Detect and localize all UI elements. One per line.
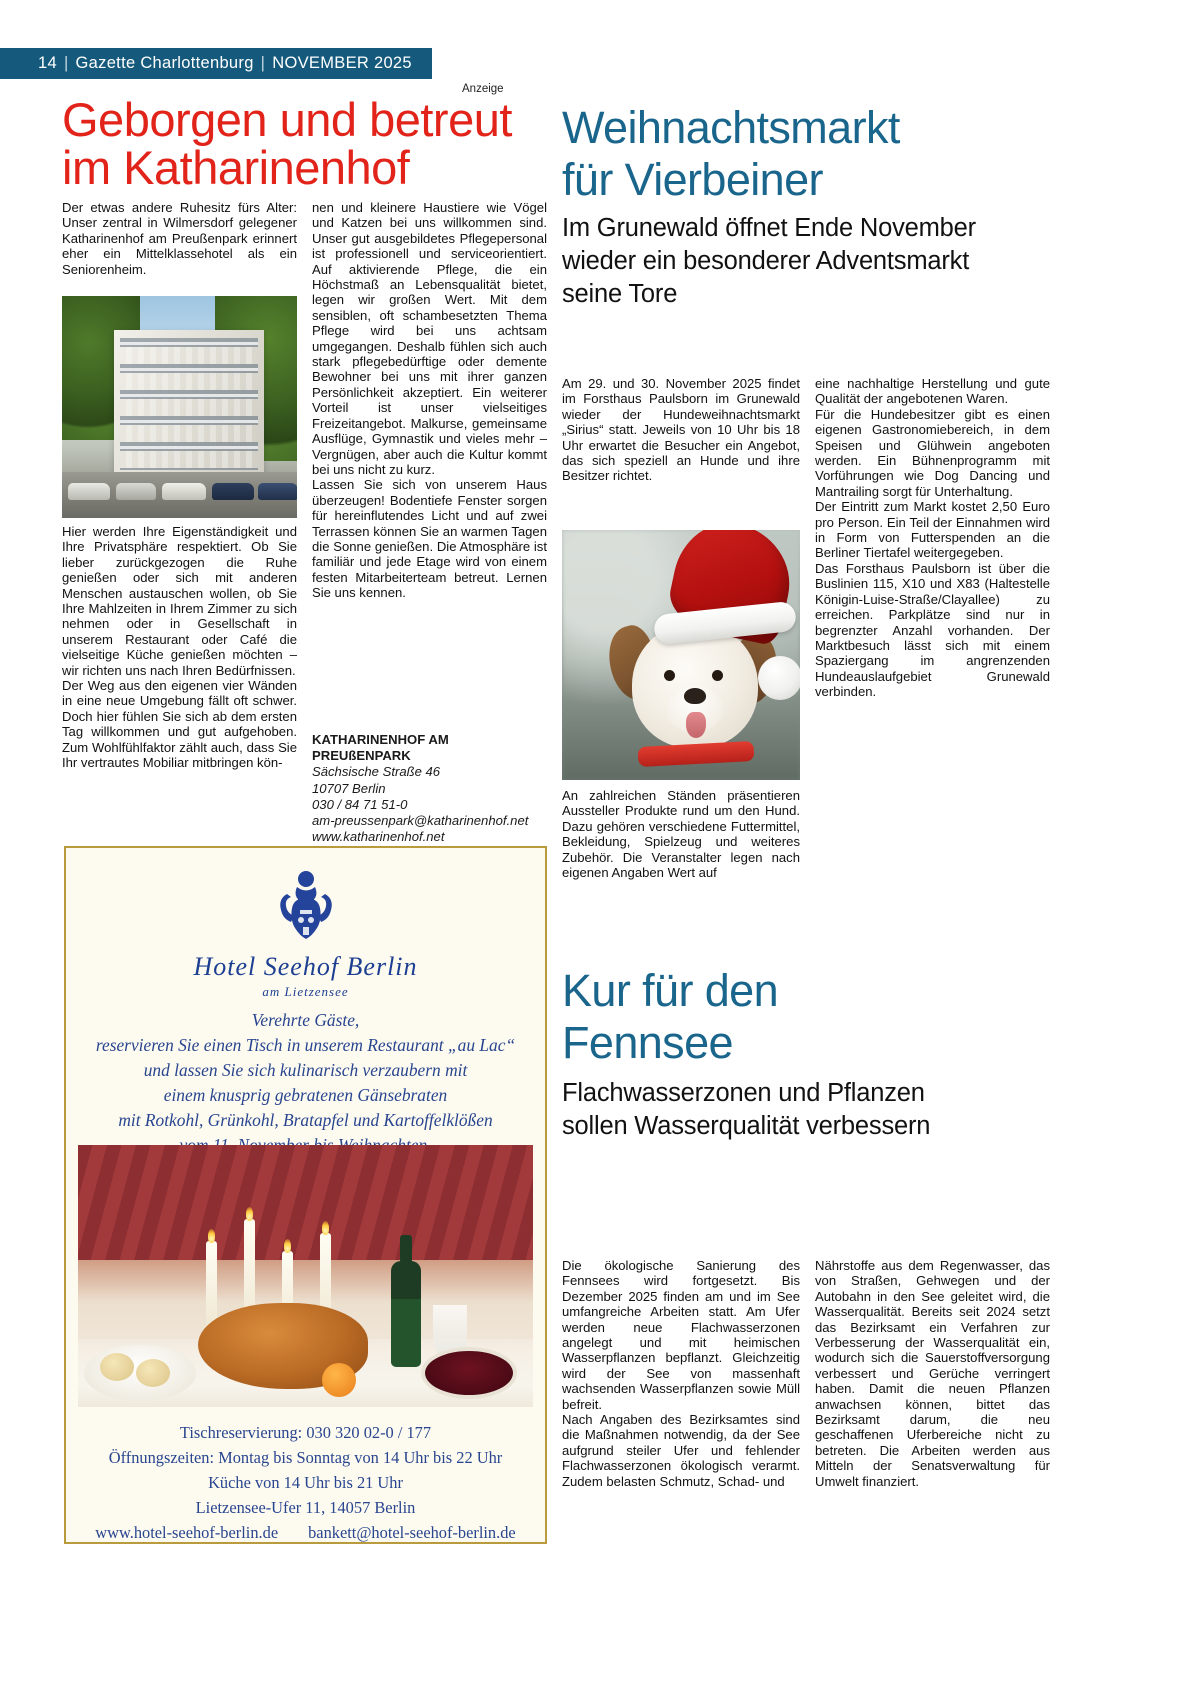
paragraph: Für die Hundebesitzer gibt es einen eigenen Gastronomiebereich, in dem Speisen und Glühwein angeboten werden. Ein Bühnenprogramm mit Vorführungen wie Dog Dancing und Mantrailing sorgt für Unterhaltung. xyxy=(815,406,1050,499)
dog-tongue xyxy=(686,712,706,738)
fennsee-col2 xyxy=(815,1258,1050,1658)
weihnachtsmarkt-subheadline xyxy=(562,212,1050,311)
weihnachtsmarkt-subhead-line1: Im Grunewald öffnet Ende November xyxy=(562,214,976,242)
masthead-bar xyxy=(0,48,432,79)
fennsee-headline-line1: Kur für den xyxy=(562,965,779,1016)
hotel-seehof-advertisement xyxy=(64,846,547,1544)
paragraph: An zahlreichen Ständen präsentieren Aussteller Produkte rund um den Hund. Dazu gehören verschiedene Futtermittel, Bekleidung, Spielzeug und weiteres Zubehör. Die Veranstalter legen nach eigenen Angaben Wert auf xyxy=(562,788,800,881)
hotel-copy-line: reservieren Sie einen Tisch in unserem Restaurant „au Lac“ xyxy=(95,1035,516,1055)
paragraph: Hier werden Ihre Eigenständigkeit und Ihre Privatsphäre respektiert. Ob Sie lieber zurückgezogen die Ruhe genießen oder sich mit anderen Menschen austauschen wollen, ob Sie Ihre Mahlzeiten in Ihrem Zimmer zu sich nehmen oder in Gesellschaft in unserem Restaurant oder Café die vielseitige Küche genießen möchten – wir richten uns nach Ihren Bedürfnissen. xyxy=(62,524,297,678)
weihnachtsmarkt-col1-top xyxy=(562,376,800,518)
paragraph: Der Eintritt zum Markt kostet 2,50 Euro pro Person. Ein Teil der Einnahmen wird in Form von Futterspenden an die Berliner Tiertafel weitergegeben. xyxy=(815,499,1050,561)
hotel-copy-line: und lassen Sie sich kulinarisch verzaubern mit xyxy=(143,1060,468,1080)
advertisement-label: Anzeige xyxy=(462,83,504,95)
hotel-hours-line1: Öffnungszeiten: Montag bis Sonntag von 14 Uhr bis 22 Uhr xyxy=(108,1448,503,1467)
contact-phone: 030 / 84 71 51-0 xyxy=(312,796,408,812)
hotel-name: Hotel Seehof Berlin xyxy=(193,952,418,981)
advertorial-col1-body xyxy=(62,524,297,796)
fennsee-headline xyxy=(562,965,982,1069)
parked-car xyxy=(116,483,156,500)
contact-email[interactable]: am-preussenpark@katharinenhof.net xyxy=(312,813,529,829)
orange-slice xyxy=(322,1363,356,1397)
fennsee-col1 xyxy=(562,1258,800,1658)
katharinenhof-building-photo xyxy=(62,296,297,518)
dog-eye-right xyxy=(712,670,723,681)
contact-name: KATHARINENHOF AM PREUßENPARK xyxy=(312,732,449,764)
fennsee-subheadline xyxy=(562,1077,1052,1143)
hotel-copy-line: mit Rotkohl, Grünkohl, Bratapfel und Kartoffelklößen xyxy=(118,1110,493,1130)
advertorial-headline xyxy=(62,93,562,195)
paragraph: eine nachhaltige Herstellung und gute Qualität der angebotenen Waren. xyxy=(815,376,1050,407)
paragraph: Am 29. und 30. November 2025 findet im Forsthaus Paulsborn im Grunewald wieder der Hundeweihnachtsmarkt „Sirius“ statt. Jeweils von 10 Uhr bis 18 Uhr erwartet die Besucher ein Angebot, das sich speziell an Hunde und ihre Besitzer richtet. xyxy=(562,376,800,484)
candle-flame xyxy=(284,1239,291,1253)
paragraph: nen und kleinere Haustiere wie Vögel und Katzen bei uns willkommen sind. Unser gut ausgebildetes Pflegepersonal ist professionell und serviceorientiert. Auf aktivierende Pflege, die ein Höchstmaß an Lebensqualität bietet, legen wir großen Wert. Mit dem sensiblen, oft schambesetzten Thema Pflege wird bei uns achtsam umgegangen. Deshalb fühlen sich auch stark pflegebedürftige oder demente Bewohner bei uns mit ihrer ganzen Persönlichkeit akzeptiert. Ein weiterer Vorteil ist unser vielseitiges Freizeitangebot. Malkurse, gemeinsame Ausflüge, Gymnastik und vieles mehr – Vergnügen, aber auch die Kultur kommt bei uns nicht zu kurz. xyxy=(312,200,547,477)
advertorial-headline-line2: im Katharinenhof xyxy=(62,141,410,195)
weihnachtsmarkt-headline xyxy=(562,102,1062,206)
dog-nose xyxy=(684,688,706,704)
dog-eye-left xyxy=(664,670,675,681)
advertorial-col1-intro xyxy=(62,200,297,292)
parked-car xyxy=(212,483,254,500)
parked-car xyxy=(162,483,206,500)
weihnachtsmarkt-subhead-line2: wieder ein besonderer Adventsmarkt xyxy=(562,247,970,275)
hotel-crest-icon xyxy=(267,870,345,946)
hotel-email[interactable]: bankett@hotel-seehof-berlin.de xyxy=(308,1523,516,1542)
candle-flame xyxy=(208,1229,215,1243)
weihnachtsmarkt-headline-line1: Weihnachtsmarkt xyxy=(562,102,900,153)
paragraph: Nährstoffe aus dem Regenwasser, das von Straßen, Gehwegen und der Autobahn in den See geleitet wird, die Wasserqualität. Bereits seit 2024 setzt das Bezirksamt ein Verfahren zur Verbesserung der Wasserqualität ein, wodurch sich die Sauerstoffversorgung verbessert und Gerüche verringert haben. Damit die neuen Pflanzen anwachsen können, bittet das Bezirksamt darum, die neu geschaffenen Uferbereiche nicht zu betreten. Die Arbeiten werden aus Mitteln der Senatsverwaltung für Umwelt finanziert. xyxy=(815,1258,1050,1489)
hotel-web-row xyxy=(78,1520,533,1545)
weihnachtsmarkt-headline-line2: für Vierbeiner xyxy=(562,154,823,205)
red-curtain-background xyxy=(78,1145,533,1260)
fennsee-subhead-line2: sollen Wasserqualität verbessern xyxy=(562,1112,931,1140)
hotel-ad-footer xyxy=(78,1420,533,1545)
parked-car xyxy=(258,483,297,500)
paragraph: Der etwas andere Ruhesitz fürs Alter: Unser zentral in Wilmersdorf gelegener Katharinenhof am Preußenpark erinnert eher ein Mittelklassehotel als ein Seniorenheim. xyxy=(62,200,297,277)
contact-street: Sächsische Straße 46 xyxy=(312,764,441,780)
hotel-address: Lietzensee-Ufer 11, 14057 Berlin xyxy=(195,1498,416,1517)
paragraph: Der Weg aus den eigenen vier Wänden in eine neue Umgebung fällt oft schwer. Doch hier fühlen Sie sich ab dem ersten Tag willkommen und gut aufgehoben. Zum Wohlfühlfaktor zählt auch, dass Sie Ihr vertrautes Mobiliar mitbringen kön- xyxy=(62,678,297,771)
paragraph: Die ökologische Sanierung des Fennsees wird fortgesetzt. Bis Dezember 2025 finden am und im See umfangreiche Arbeiten statt. Am Ufer werden neue Flachwasserzonen angelegt und mit heimischen Wasserpflanzen bepflanzt. Gleichzeitig wird der See von massenhaft wachsenden Wasserpflanzen sowie Müll befreit. xyxy=(562,1258,800,1412)
weihnachtsmarkt-col2 xyxy=(815,376,1050,936)
paragraph: Lassen Sie sich von unserem Haus überzeugen! Bodentiefe Fenster sorgen für hereinflutendes Licht und auf zwei Terrassen können Sie an warmen Tagen die Sonne genießen. Die Atmosphäre ist familiär und jede Etage wird von einem festen Mitarbeiterteam betreut. Lernen Sie uns kennen. xyxy=(312,477,547,601)
candle-flame xyxy=(322,1221,329,1235)
masthead-text xyxy=(0,54,412,73)
weihnachtsmarkt-col1-bottom xyxy=(562,788,800,948)
hotel-copy-line: einem knusprig gebratenen Gänsebraten xyxy=(163,1085,448,1105)
contact-city: 10707 Berlin xyxy=(312,780,386,796)
issue-date: NOVEMBER 2025 xyxy=(272,54,412,72)
advertorial-headline-line1: Geborgen und betreut xyxy=(62,93,512,146)
balcony-rails xyxy=(120,342,258,470)
advertorial-col2-body xyxy=(312,200,547,720)
publication-name: Gazette Charlottenburg xyxy=(75,54,254,72)
hotel-copy-line: Verehrte Gäste, xyxy=(251,1010,360,1030)
red-cabbage-bowl xyxy=(421,1347,517,1399)
paragraph: Nach Angaben des Bezirksamtes sind die Maßnahmen notwendig, da der See aufgrund steiler Ufer und fehlender Flachwasserzonen ökologisch verarmt. Zudem belasten Schmutz, Schad- und xyxy=(562,1412,800,1489)
fennsee-headline-line2: Fennsee xyxy=(562,1017,733,1068)
weihnachtsmarkt-subhead-line3: seine Tore xyxy=(562,280,678,308)
paragraph: Das Forsthaus Paulsborn ist über die Buslinien 115, X10 und X83 (Haltestelle Königin-Luise-Straße/Clayallee) zu erreichen. Parkplätze sind nur in begrenzter Anzahl vorhanden. Der Marktbesuch lässt sich mit einem Spaziergang im angrenzenden Hundeauslaufgebiet Grunewald verbinden. xyxy=(815,560,1050,700)
fennsee-subhead-line1: Flachwasserzonen und Pflanzen xyxy=(562,1079,925,1107)
potato-dumpling xyxy=(100,1353,134,1381)
santa-hat-pompom xyxy=(758,656,800,700)
potato-dumpling xyxy=(136,1359,170,1387)
goose-dinner-photo xyxy=(78,1145,533,1407)
hotel-website[interactable]: www.hotel-seehof-berlin.de xyxy=(95,1523,279,1542)
hotel-hours-line2: Küche von 14 Uhr bis 21 Uhr xyxy=(208,1473,403,1492)
wine-bottle xyxy=(391,1261,421,1367)
parked-car xyxy=(68,483,110,500)
katharinenhof-contact-block xyxy=(312,732,547,845)
contact-website[interactable]: www.katharinenhof.net xyxy=(312,829,445,845)
christmas-dog-photo xyxy=(562,530,800,780)
page-number: 14 xyxy=(38,54,57,72)
hotel-reservation: Tischreservierung: 030 320 02-0 / 177 xyxy=(179,1423,432,1442)
hotel-ad-copy xyxy=(80,1008,531,1158)
candle-flame xyxy=(246,1207,253,1221)
masthead-separator-2: | xyxy=(260,54,266,72)
hotel-location: am Lietzensee xyxy=(262,984,349,999)
masthead-separator-1: | xyxy=(63,54,69,72)
